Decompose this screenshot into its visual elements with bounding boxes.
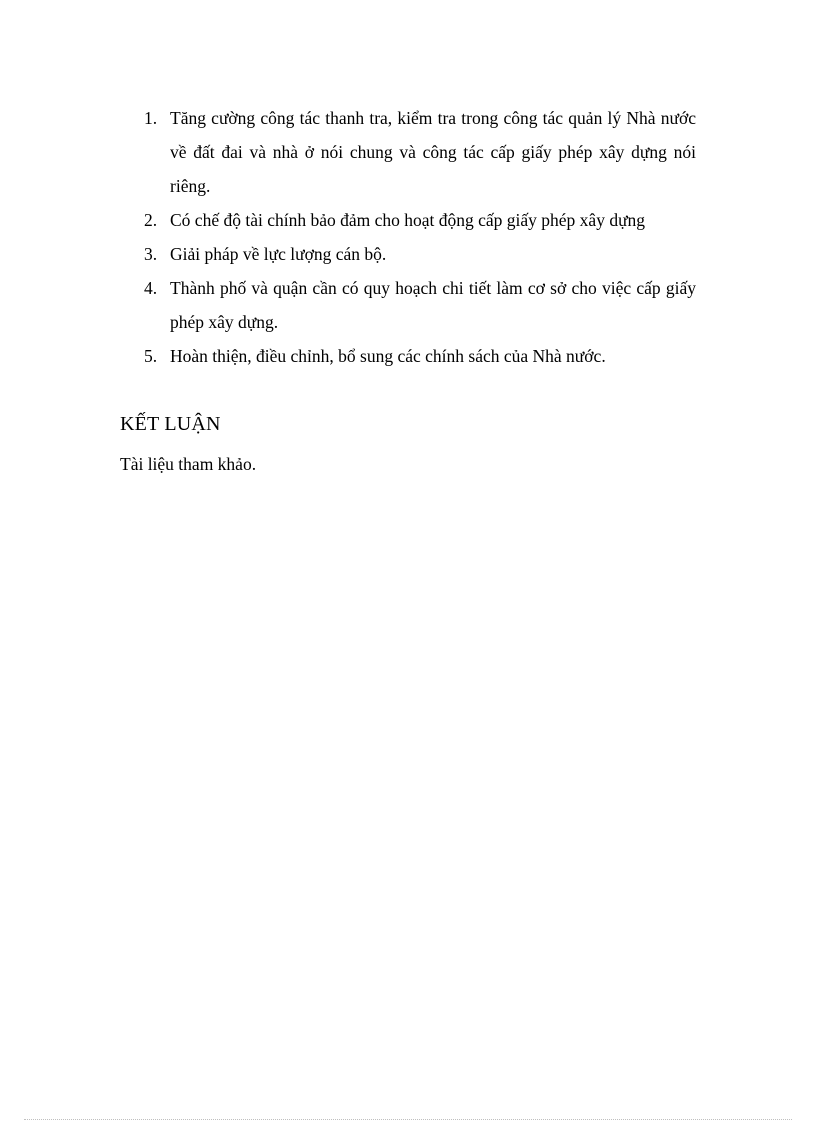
list-item-text: Giải pháp về lực lượng cán bộ. xyxy=(170,244,387,264)
page-bottom-rule xyxy=(24,1119,792,1120)
list-item-text: Tăng cường công tác thanh tra, kiểm tra trong công tác quản lý Nhà nước về đất đai và nhà ở nói chung và công tác cấp giấy phép xây dựng nói riêng. xyxy=(170,108,696,196)
list-item xyxy=(144,339,696,373)
list-item-number: 1. xyxy=(144,108,158,128)
list-item-number: 5. xyxy=(144,346,158,366)
list-item xyxy=(144,237,696,271)
conclusion-heading: KẾT LUẬN xyxy=(120,413,221,435)
references-label: Tài liệu tham khảo. xyxy=(120,454,257,474)
list-item-text: Thành phố và quận cần có quy hoạch chi tiết làm cơ sở cho việc cấp giấy phép xây dựng. xyxy=(170,278,696,332)
list-item-text: Có chế độ tài chính bảo đảm cho hoạt động cấp giấy phép xây dựng xyxy=(170,210,646,230)
list-item-number: 4. xyxy=(144,278,158,298)
list-item xyxy=(144,271,696,339)
list-item xyxy=(144,203,696,237)
list-item-text: Hoàn thiện, điều chỉnh, bổ sung các chính sách của Nhà nước. xyxy=(170,346,606,366)
solutions-list xyxy=(144,101,696,373)
list-item-number: 3. xyxy=(144,244,158,264)
list-item-number: 2. xyxy=(144,210,158,230)
list-item xyxy=(144,101,696,203)
